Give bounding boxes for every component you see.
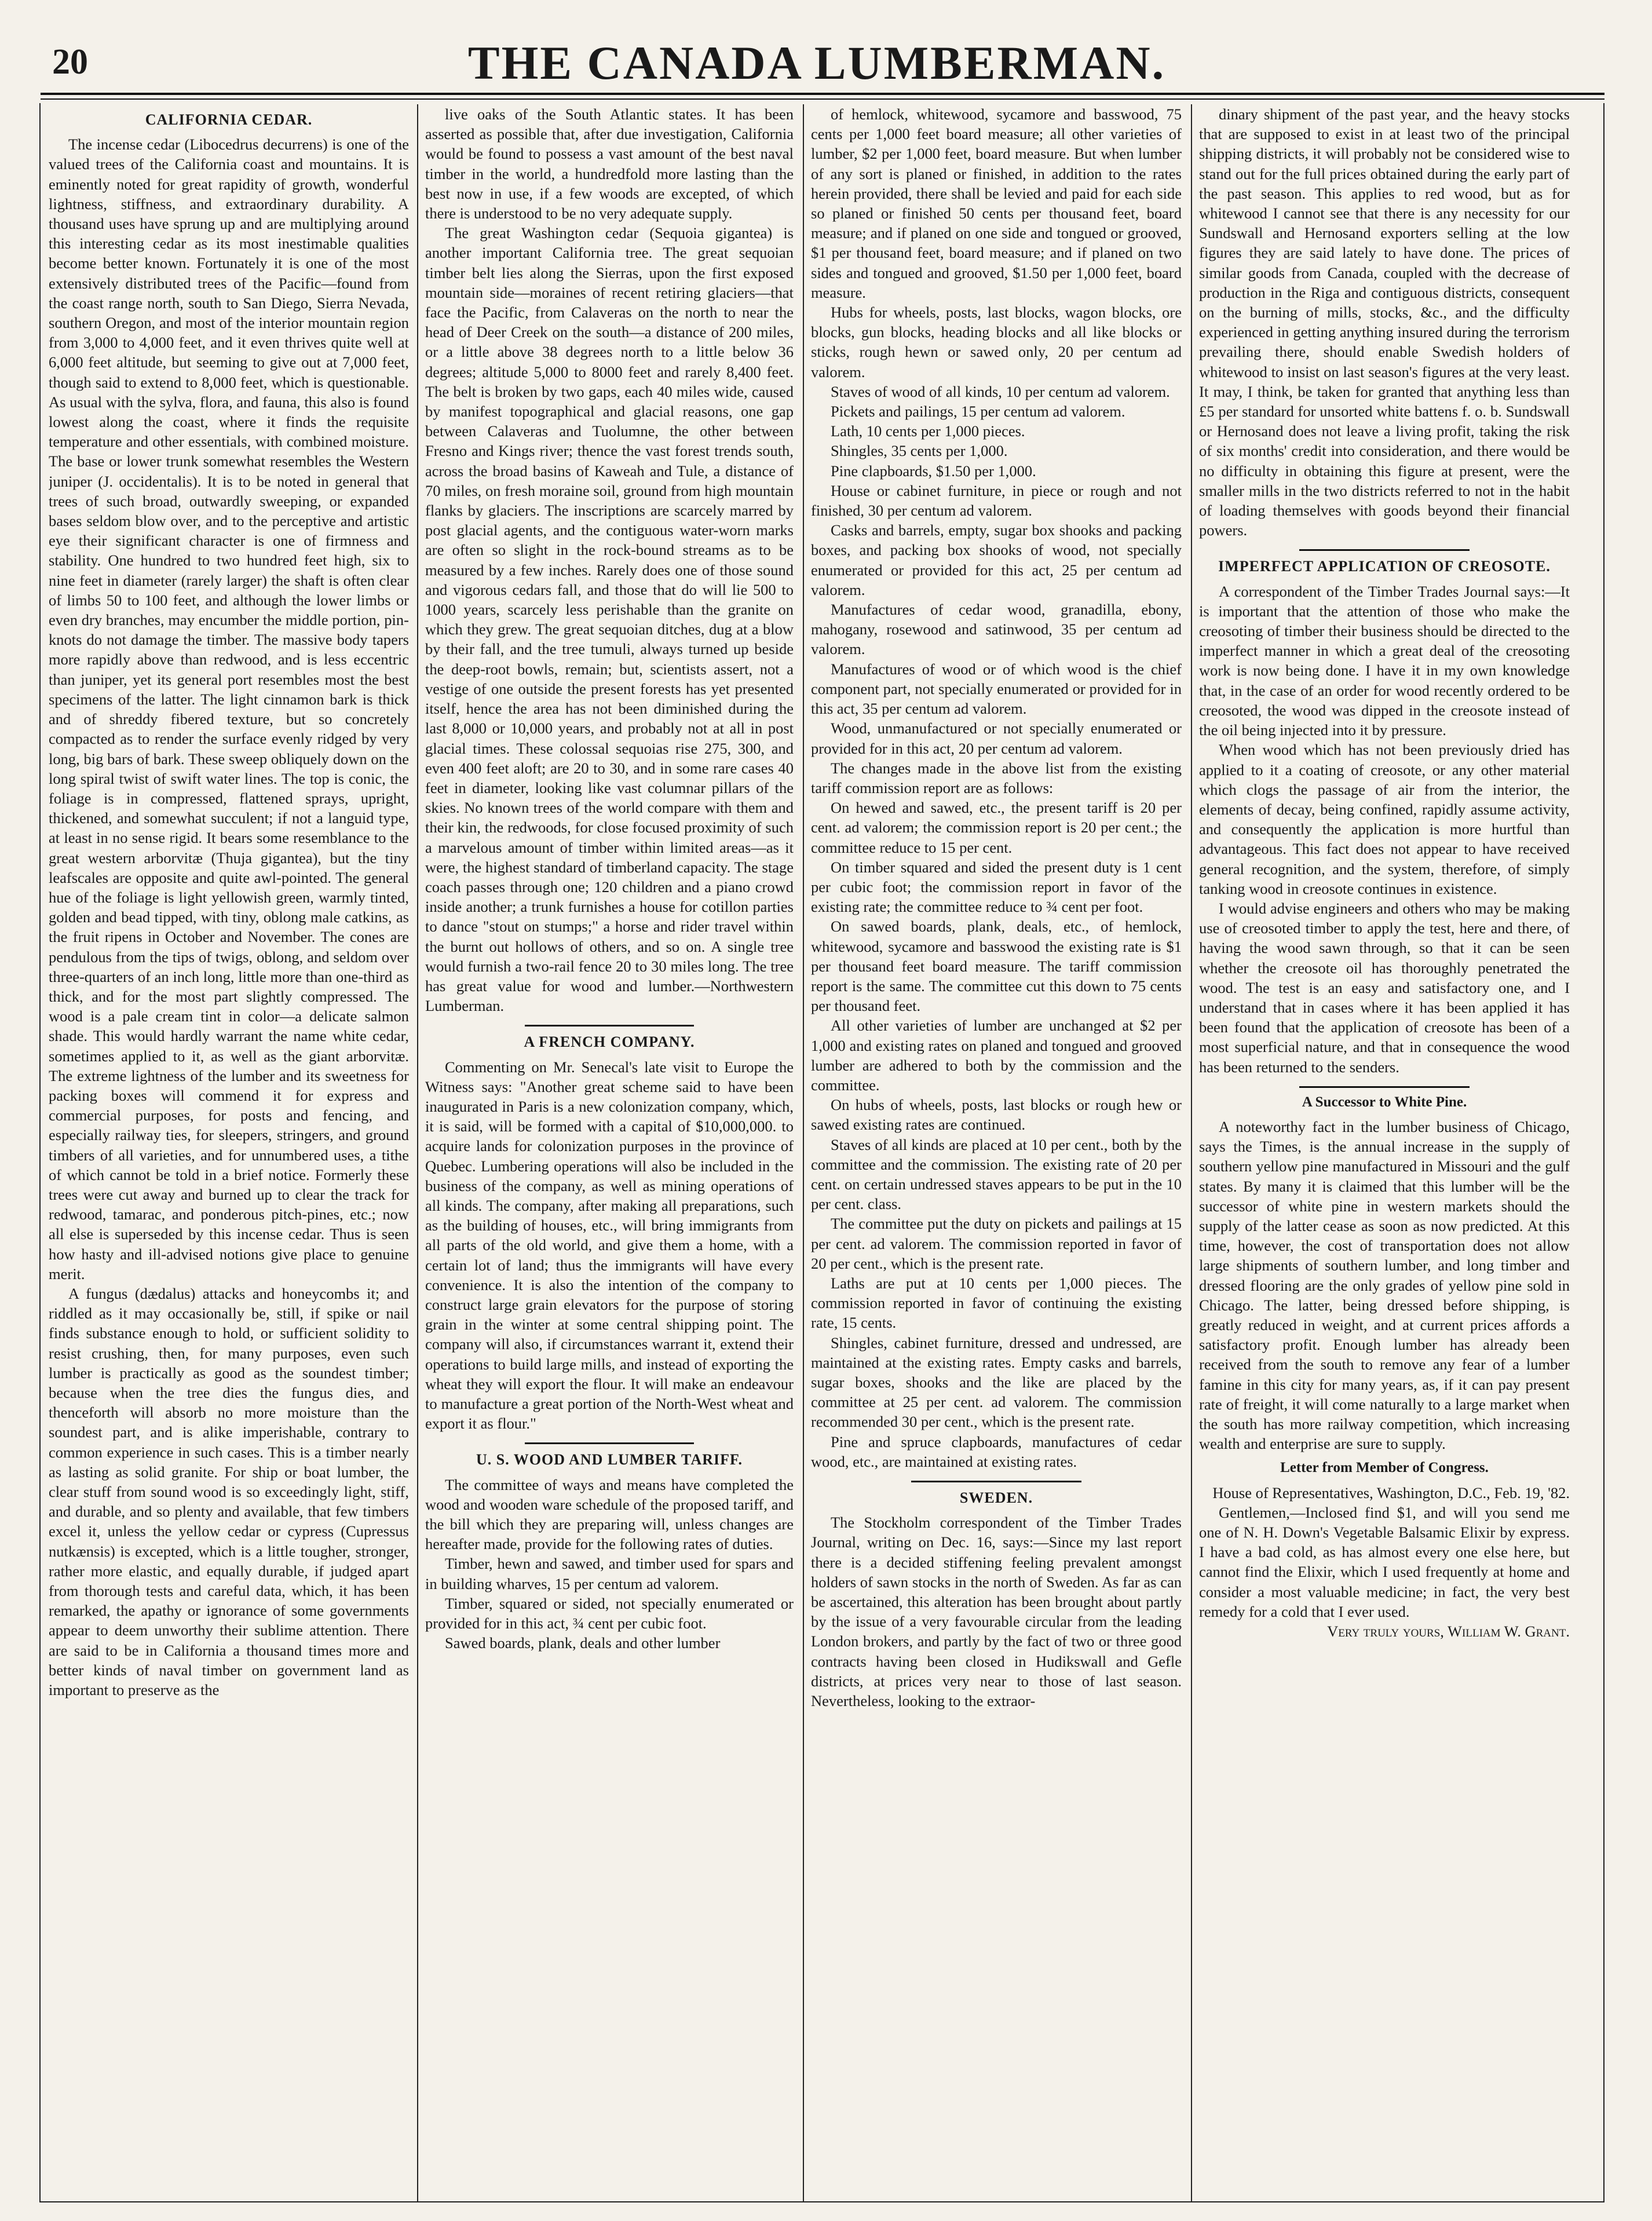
article-heading-white-pine: A Successor to White Pine. (1302, 1094, 1467, 1110)
paragraph: dinary shipment of the past year, and the heavy stocks that are supposed to exist in at least two of the principal shipping districts, it will probably not be considered wise to stand out for the full prices obtained during the early part of the past season. This applies to red wood, but as for whitewood I cannot see that there is any necessity for our Sundswall and Hernosand exporters selling at the low figures they are said lately to have done. The prices of similar goods from Canada, coupled with the decrease of production in the Riga and contiguous districts, consequent on the burning of mills, stocks, &c., and the difficulty experienced in getting anything insured during the terrorism prevailing there, should enable Swedish holders of whitewood to insist on last season's figures at the very least. It may, I think, be taken for granted that anything less than £5 per standard for unsorted white battens f. o. b. Sundswall or Hernosand does not leave a living profit, taking the risk of six months' credit into consideration, and there would be no difficulty in obtaining this figure at present, were the smaller mills in the two districts referred to not in the habit of loading themselves with goods beyond their financial powers. (1199, 105, 1570, 539)
letter-address: House of Representatives, Washington, D.C., Feb. 19, '82. (1212, 1484, 1570, 1502)
column-divider (417, 104, 418, 2201)
paragraph: The committee of ways and means have completed the wood and wooden ware schedule of the proposed tariff, and the bill which they are preparing will, unless changes are hereafter made, provide for the following rates of duties. (425, 1475, 794, 1553)
column-3 (811, 104, 1182, 2201)
paragraph: On hewed and sawed, etc., the present tariff is 20 per cent. ad valorem; the commission report is 20 per cent.; the committee reduce to 15 per cent. (811, 799, 1182, 856)
paragraph: All other varieties of lumber are unchanged at $2 per 1,000 and existing rates on planed and tongued and grooved lumber are adhered to both by the commission and the committee. (811, 1017, 1182, 1094)
article-heading-california-cedar: CALIFORNIA CEDAR. (145, 111, 313, 128)
column-1 (49, 104, 409, 2201)
article-rule (525, 1025, 695, 1027)
paragraph: House or cabinet furniture, in piece or rough and not finished, 30 per centum ad valorem. (811, 481, 1182, 520)
paragraph: Staves of wood of all kinds, 10 per centum ad valorem. (831, 382, 1170, 400)
paragraph: Pickets and pailings, 15 per centum ad valorem. (831, 403, 1125, 421)
paragraph: of hemlock, whitewood, sycamore and basswood, 75 cents per 1,000 feet board measure; all other varieties of lumber, $2 per 1,000 feet, board measure. But when lumber of any sort is planed or finished, in addition to the rates herein provided, there shall be levied and paid for each side so planed or finished 50 cents per thousand feet, board measure; and if planed on one side and tongued or grooved, $1 per thousand feet, board measure; and if planed on two sides and tongued and grooved, $1.50 per 1,000 feet, board measure. (811, 105, 1182, 301)
paragraph: On sawed boards, plank, deals, etc., of hemlock, whitewood, sycamore and basswood the existing rate is $1 per thousand feet board measure. The tariff commission report is the same. The committee cut this down to 75 cents per thousand feet. (811, 918, 1182, 1015)
paragraph: On timber squared and sided the present duty is 1 cent per cubic foot; the commission report in favor of the existing rate; the committee reduce to ¾ cent per foot. (811, 858, 1182, 916)
article-rule (525, 1442, 695, 1444)
masthead-rule (41, 93, 1605, 100)
paragraph: A correspondent of the Timber Trades Journal says:—It is important that the attention of those who make the creosoting of timber their business should be directed to the imperfect manner in which a great deal of the creosoting work is now being done. I have it in my own knowledge that, in the case of an order for wood recently ordered to be creosoted, the wood was dipped in the creosote instead of the oil being injected into it by pressure. (1199, 582, 1570, 739)
masthead (35, 30, 1599, 94)
paragraph: Staves of all kinds are placed at 10 per cent., both by the committee and the commission. The existing rate of 20 per cent. on certain undressed staves appears to be put in the 10 per cent. class. (811, 1135, 1182, 1213)
paragraph: Sawed boards, plank, deals and other lumber (445, 1634, 721, 1652)
paragraph: The great Washington cedar (Sequoia gigantea) is another important California tree. The great sequoian timber belt lies along the Sierras, upon the first exposed mountain side—moraines of recent retiring glaciers—that face the Pacific, from Calaveras on the north to near the head of Deer Creek on the south—a distance of 200 miles, or a little above 38 degrees north to a little below 36 degrees; altitude 5,000 to 8000 feet and rarely 8,400 feet. The belt is broken by two gaps, each 40 miles wide, caused by manifest topographical and glacial reasons, one gap between Calaveras and Tuolumne, the other between Fresno and Kings river; thence the vast forest trends south, across the broad basins of Kaweah and Tule, a distance of 70 miles, on fresh moraine soil, ground from high mountain flanks by glaciers. The inscriptions are scarcely marred by post glacial agents, and the contiguous water-worn marks are often so slight in the rock-bound streams as to be measured by a few inches. Rarely does one of those sound and vigorous cedars fall, and those that do will lie 500 to 1000 years, scarcely less perishable than the granite on which they grew. The great sequoian ditches, dug at a blow by their fall, and the tree tumuli, always turned up beside the deep-root bowls, remain; but, scientists assert, not a vestige of one outside the present forests has yet presented itself, hence the area has not been diminished during the last 8,000 or 10,000 years, and probably not at all in post glacial times. These colossal sequoias rise 275, 300, and even 400 feet aloft; are 20 to 30, and in some rare cases 40 feet in diameter, looking like vast columnar pillars of the skies. No known trees of the world compare with them and their kin, the redwoods, for close focused proximity of such a marvelous amount of timber within limited areas—as it were, the highest standard of timberland capacity. The stage coach passes through one; 120 children and a piano crowd inside another; a trunk furnishes a house for cotillon parties to dance "stout on stumps;" a horse and rider travel within the burnt out hollows of others, and so on. A single tree would furnish a two-rail fence 20 to 30 miles long. The tree has great value for wood and lumber.—Northwestern Lumberman. (425, 224, 794, 1015)
paragraph: Lath, 10 cents per 1,000 pieces. (831, 422, 1025, 440)
paragraph: A fungus (dædalus) attacks and honeycombs it; and riddled as it may occasionally be, still, if spike or nail finds substance enough to hold, or sufficient solidity to resist crushing, then, for many purposes, even such lumber is practically as good as the soundest timber; because when the tree dies the fungus dies, and thenceforth will absorb no more moisture than the soundest part, and is alike imperishable, contrary to common experience in such cases. This is a timber nearly as lasting as solid granite. For ship or boat lumber, the clear stuff from sound wood is so exceedingly light, stiff, and durable, and so plenty and available, that few timbers excel it, unless the yellow cedar or cypress (Cupressus nutkænsis) is excepted, which is a little tougher, stronger, rather more elastic, and equally durable, if judged apart from thorough tests and careful data, which, it has been remarked, the apathy or ignorance of some governments appear to deem unworthy their sublime attention. There are said to be in California a thousand times more and better kinds of naval timber on government land as important to preserve as the (49, 1284, 409, 1699)
page-number: 20 (52, 42, 88, 82)
paragraph: Hubs for wheels, posts, last blocks, wagon blocks, ore blocks, gun blocks, heading blocks and all like blocks or sticks, rough hewn or sawed only, 20 per centum ad valorem. (811, 304, 1182, 381)
paragraph: Laths are put at 10 cents per 1,000 pieces. The commission reported in favor of continuing the existing rate, 15 cents. (811, 1274, 1182, 1332)
letter-body: Gentlemen,—Inclosed find $1, and will you send me one of N. H. Down's Vegetable Balsamic Elixir by express. I have a bad cold, as has almost every one else here, but cannot find the Elixir, which I used frequently at home and consider a most valuable medicine; in fact, the very best remedy for a cold that I ever used. (1199, 1503, 1570, 1620)
paragraph: Manufactures of cedar wood, granadilla, ebony, mahogany, rosewood and satinwood, 35 per centum ad valorem. (811, 601, 1182, 658)
paragraph: When wood which has not been previously dried has applied to it a coating of creosote, or any other material which clogs the passage of air from the interior, the elements of decay, being confined, rapidly assume activity, and consequently the application is more hurtful than advantageous. This fact does not appear to have received general recognition, and the system, therefore, of simply tanking wood in creosote continues in existence. (1199, 741, 1570, 897)
paragraph: The committee put the duty on pickets and pailings at 15 per cent. ad valorem. The commission reported in favor of 20 per cent., which is the present rate. (811, 1215, 1182, 1272)
article-heading-letter: Letter from Member of Congress. (1280, 1460, 1489, 1476)
paragraph: The Stockholm correspondent of the Timber Trades Journal, writing on Dec. 16, says:—Since my last report there is a decided stiffening feeling prevalent amongst holders of sawn stocks in the north of Sweden. As far as can be ascertained, this alteration has been brought about partly by the issue of a very favourable circular from the leading London brokers, and partly by the fact of two or three good contracts having been closed in Hudikswall and Gefle districts, at prices very near to those of last season. Nevertheless, looking to the extraor- (811, 1514, 1182, 1710)
article-rule (911, 1481, 1081, 1482)
letter-signature: Very truly yours, William W. Grant. (1327, 1623, 1570, 1641)
paragraph: Timber, squared or sided, not specially enumerated or provided for in this act, ¾ cent per cubic foot. (425, 1594, 794, 1632)
paragraph: Shingles, cabinet furniture, dressed and undressed, are maintained at the existing rates. Empty casks and barrels, sugar boxes, shooks and the like are placed by the committee at 25 per cent. ad valorem. The commission recommended 30 per cent., which is the present rate. (811, 1334, 1182, 1431)
article-heading-sweden: SWEDEN. (959, 1489, 1033, 1507)
newspaper-title: THE CANADA LUMBERMAN. (467, 36, 1166, 89)
article-rule (1299, 549, 1470, 551)
paragraph: The changes made in the above list from the existing tariff commission report are as follows: (811, 759, 1182, 797)
paragraph: Commenting on Mr. Senecal's late visit to Europe the Witness says: "Another great scheme said to have been inaugurated in Paris is a new colonization company, which, it is said, will be formed with a capital of $10,000,000. to acquire lands for colonization purposes in the province of Quebec. Lumbering operations will also be included in the business of the company, as well as mining operations of all kinds. The company, after making all preparations, such as the building of houses, etc., will bring immigrants from all parts of the old world, and give them a home, with a certain lot of land; thus the immigrants will have every convenience. It is also the intention of the company to construct large grain elevators for the purpose of storing grain in the winter at some central shipping point. The company will also, if circumstances warrant it, extend their operations to build large mills, and instead of exporting the wheat they will export the flour. It will make an endeavour to manufacture a great portion of the North-West wheat and export it as flour." (425, 1058, 794, 1433)
paragraph: Shingles, 35 cents per 1,000. (831, 442, 1008, 460)
paragraph: Pine clapboards, $1.50 per 1,000. (831, 462, 1036, 480)
paragraph: On hubs of wheels, posts, last blocks or rough hew or sawed existing rates are continued. (811, 1096, 1182, 1134)
paragraph: A noteworthy fact in the lumber business of Chicago, says the Times, is the annual increase in the supply of southern yellow pine manufactured in Missouri and the gulf states. By many it is claimed that this lumber will be the successor of white pine in western markets should the supply of the latter cease as soon as now predicted. At this time, however, the cost of transportation does not allow large shipments of southern lumber, and long timber and dressed flooring are the only grades of yellow pine sold in Chicago. The latter, being dressed before shipping, is greatly reduced in weight, and at current prices affords a satisfactory profit. Enough lumber has already been received from the south to remove any fear of a lumber famine in this city for many years, as, if it can pay present rate of freight, it will come naturally to a large market when the south has more railway competition, which increasing wealth and enterprise are sure to supply. (1199, 1117, 1570, 1453)
column-2 (425, 104, 794, 2201)
column-4 (1199, 104, 1570, 2201)
paragraph: live oaks of the South Atlantic states. It has been asserted as possible that, after due investigation, California would be found to possess a vast amount of the best naval timber in the world, a hundredfold more lasting than the best now in use, if a few woods are excepted, of which there is understood to be no very adequate supply. (425, 105, 794, 222)
paragraph: The incense cedar (Libocedrus decurrens) is one of the valued trees of the California coast and mountains. It is eminently noted for great rapidity of growth, wonderful lightness, stiffness, and extraordinary durability. A thousand uses have sprung up and are multiplying around this interesting cedar as its most inestimable qualities become better known. Fortunately it is one of the most extensively distributed trees of the Pacific—found from the coast range north, south to San Diego, Sierra Nevada, southern Oregon, and most of the interior mountain region from 3,000 to 4,000 feet, and it even thrives quite well at 6,000 feet altitude, but seeming to give out at 7,000 feet, though said to extend to 8,000 feet, which is questionable. As usual with the sylva, flora, and fauna, this also is found lowest along the coast, where it finds the requisite temperature and other essentials, with combined moisture. The base or lower trunk somewhat resembles the Western juniper (J. occidentalis). It is to be noted in general that trees of such broad, outwardly sweeping, or expanded bases seldom blow over, and to the perceptive and artistic eye their significant character is one of firmness and stability. One hundred to two hundred feet high, six to nine feet in diameter (rarely larger) the shaft is often clear of limbs 50 to 100 feet, and although the lower limbs or even dry branches, may encumber the middle portion, pin-knots do not damage the timber. The massive body tapers more rapidly above than redwood, and is less eccentric than juniper, yet its general port resembles most the best specimens of the latter. The light cinnamon bark is thick and of shreddy fibered texture, but so concretely compacted as to render the surface evenly ridged by very long, big bars of bark. These sweep obliquely down on the long spiral twist of swift water lines. The top is conic, the foliage is in compressed, flattened sprays, upright, thickened, and somewhat succulent; if not a languid type, at least in no sense rigid. It bears some resemblance to the great western arborvitæ (Thuja gigantea), but the tiny leafscales are opposite and quite awl-pointed. The general hue of the foliage is light yellowish green, warmly tinted, golden and bead tipped, with tiny, oblong male catkins, as the fruit ripens in October and November. The cones are pendulous from the tips of twigs, oblong, and seldom over three-quarters of an inch long, little more than one-third as thick, and for the most part slightly compressed. The wood is a pale cream tint in color—a delicate salmon shade. This would hardly warrant the name white cedar, sometimes applied to it, as well as the giant arborvitæ. The extreme lightness of the lumber and its sweetness for packing boxes will commend it for express and commercial purposes, for posts and fencing, and especially railway ties, for sleepers, stringers, and ground timbers of all varieties, and for unnumbered uses, a tithe of which cannot be told in a brief notice. Formerly these trees were cut away and burned up to clear the track for redwood, tamarac, and ponderous pitch-pines, etc.; now all else is superseded by this incense cedar. Thus is seen how hasty and ill-advised notions give place to genuine merit. (49, 136, 409, 1283)
paragraph: Timber, hewn and sawed, and timber used for spars and in building wharves, 15 per centum ad valorem. (425, 1555, 794, 1592)
article-heading-tariff: U. S. WOOD AND LUMBER TARIFF. (476, 1451, 743, 1469)
column-divider (1191, 104, 1192, 2201)
paragraph: Manufactures of wood or of which wood is the chief component part, not specially enumerated or provided for in this act, 35 per centum ad valorem. (811, 660, 1182, 718)
paragraph: Wood, unmanufactured or not specially enumerated or provided for in this act, 20 per centum ad valorem. (811, 719, 1182, 757)
paragraph: Casks and barrels, empty, sugar box shooks and packing boxes, and packing box shooks of wood, not specially enumerated or provided for this act, 25 per centum ad valorem. (811, 521, 1182, 598)
article-heading-creosote: IMPERFECT APPLICATION OF CREOSOTE. (1218, 558, 1551, 575)
column-divider (803, 104, 804, 2201)
article-rule (1299, 1086, 1470, 1088)
columns (41, 104, 1605, 2201)
paragraph: I would advise engineers and others who may be making use of creosoted timber to apply the test, here and there, of having the wood sawn through, so that it can be seen whether the creosote oil has thoroughly penetrated the wood. The test is an easy and satisfactory one, and I understand that in cases where it has been applied it has been found that the application of creosote has been of a most superficial nature, and that in consequence the wood has been returned to the senders. (1199, 899, 1570, 1076)
paragraph: Pine and spruce clapboards, manufactures of cedar wood, etc., are maintained at existing rates. (811, 1433, 1182, 1470)
article-heading-french-company: A FRENCH COMPANY. (524, 1033, 695, 1051)
